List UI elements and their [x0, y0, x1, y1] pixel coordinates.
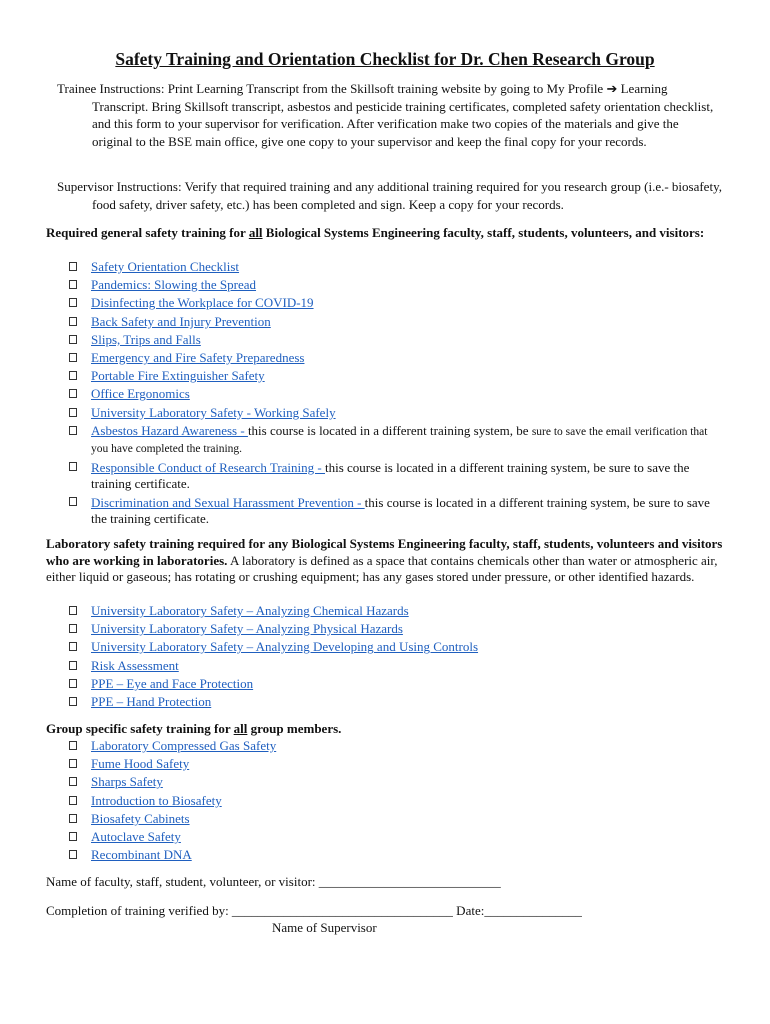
list-item	[67, 792, 727, 810]
verification-field-line[interactable]: Completion of training verified by: __________________________________ Date:_______________	[46, 903, 582, 918]
name-field-line[interactable]: Name of faculty, staff, student, volunteer, or visitor: ____________________________	[46, 874, 501, 889]
list-item	[67, 675, 727, 693]
checkbox[interactable]	[69, 389, 77, 398]
section2-intro	[46, 536, 726, 586]
section1-heading-text-a: Required general safety training for	[46, 225, 249, 240]
checkbox[interactable]	[69, 462, 77, 471]
course-link[interactable]: Laboratory Compressed Gas Safety	[91, 738, 277, 753]
course-link[interactable]: Autoclave Safety	[91, 829, 181, 845]
checkbox[interactable]	[69, 832, 77, 841]
checkbox[interactable]	[69, 624, 77, 633]
checkbox[interactable]	[69, 497, 77, 506]
checkbox[interactable]	[69, 408, 77, 417]
course-link[interactable]: Biosafety Cabinets	[91, 810, 190, 826]
list-item	[67, 620, 727, 638]
list-item	[67, 693, 727, 711]
checkbox[interactable]	[69, 371, 77, 380]
course-note: this course is located in a different training system, be sure to save the training certificate.	[91, 494, 710, 527]
list-item	[67, 276, 727, 294]
list-item	[67, 349, 727, 367]
list-item	[67, 313, 727, 331]
course-link[interactable]: Introduction to Biosafety	[91, 792, 222, 808]
course-link[interactable]: University Laboratory Safety – Analyzing Developing and Using Controls	[91, 639, 479, 655]
course-link[interactable]: Disinfecting the Workplace for COVID-19	[91, 295, 314, 311]
list-item	[67, 602, 727, 620]
arrow-icon: ➔	[606, 81, 618, 96]
course-link[interactable]: Recombinant DNA	[91, 847, 192, 863]
section3-list	[67, 737, 727, 864]
trainee-label: Trainee Instructions:	[57, 81, 165, 96]
course-link[interactable]: University Laboratory Safety – Analyzing Chemical Hazards	[91, 603, 409, 618]
section2-list	[67, 602, 727, 711]
course-link[interactable]: Pandemics: Slowing the Spread	[91, 277, 257, 293]
section1-list	[67, 258, 727, 528]
section2-heading: Laboratory safety training required for any Biological Systems Engineering faculty, staff, students, volunteers and visitors who are working in laboratories.	[46, 536, 723, 568]
checkbox[interactable]	[69, 298, 77, 307]
list-item	[67, 657, 727, 675]
checkbox[interactable]	[69, 262, 77, 271]
checkbox[interactable]	[69, 642, 77, 651]
list-item	[67, 367, 727, 385]
checkbox[interactable]	[69, 679, 77, 688]
course-link[interactable]: Sharps Safety	[91, 774, 163, 790]
trainee-text-a: Print Learning Transcript from the Skillsoft training website by going to My Profile	[167, 81, 604, 96]
section1-heading	[46, 224, 726, 242]
checkbox[interactable]	[69, 777, 77, 786]
list-item	[67, 493, 727, 528]
course-note: this course is located in a different training system, be	[247, 422, 532, 438]
list-item	[67, 828, 727, 846]
list-item	[67, 385, 727, 403]
course-link[interactable]: PPE – Eye and Face Protection	[91, 675, 254, 691]
section2-text: A laboratory is defined as a space that contains chemicals other than water or atmospheric air, either liquid or gaseous; has rotating or crushing equipment; has any gases stored under pressure, or other identified hazards.	[46, 552, 718, 584]
course-link[interactable]: Safety Orientation Checklist	[91, 259, 240, 274]
supervisor-label: Supervisor Instructions:	[57, 179, 182, 194]
course-link[interactable]: University Laboratory Safety - Working Safely	[91, 404, 336, 420]
course-link[interactable]: PPE – Hand Protection	[91, 694, 212, 710]
checkbox[interactable]	[69, 796, 77, 805]
course-link[interactable]: Slips, Trips and Falls	[91, 331, 201, 347]
checkbox[interactable]	[69, 353, 77, 362]
checkbox[interactable]	[69, 317, 77, 326]
supervisor-instructions	[57, 178, 727, 213]
page-title: Safety Training and Orientation Checklist for Dr. Chen Research Group	[115, 49, 655, 69]
list-item	[67, 773, 727, 791]
list-item	[67, 846, 727, 864]
section1-heading-emphasis: all	[248, 225, 263, 240]
checkbox[interactable]	[69, 661, 77, 670]
course-link[interactable]: Office Ergonomics	[91, 386, 190, 402]
course-link[interactable]: Risk Assessment	[91, 657, 179, 673]
list-item	[67, 422, 727, 458]
checkbox[interactable]	[69, 741, 77, 750]
list-item	[67, 404, 727, 422]
checkbox[interactable]	[69, 759, 77, 768]
course-link[interactable]: Emergency and Fire Safety Preparedness	[91, 350, 305, 366]
list-item	[67, 294, 727, 312]
checkbox[interactable]	[69, 280, 77, 289]
supervisor-caption: Name of Supervisor	[272, 920, 377, 935]
course-link[interactable]: Asbestos Hazard Awareness -	[91, 422, 248, 438]
course-link[interactable]: Back Safety and Injury Prevention	[91, 313, 271, 329]
checkbox[interactable]	[69, 335, 77, 344]
checkbox[interactable]	[69, 850, 77, 859]
section3-heading-text-a: Group specific safety training for	[46, 721, 234, 736]
checkbox[interactable]	[69, 697, 77, 706]
course-link[interactable]: Discrimination and Sexual Harassment Prevention -	[91, 494, 365, 510]
list-item	[67, 638, 727, 656]
checkbox[interactable]	[69, 426, 77, 435]
list-item	[67, 458, 727, 493]
supervisor-text: Verify that required training and any additional training required for you research group (i.e.- biosafety, food safety, driver safety, etc.) has been completed and sign. Keep a copy for your records.	[92, 179, 722, 212]
course-note-small: sure to save the email verification that you have completed the training.	[91, 425, 708, 456]
course-link[interactable]: Fume Hood Safety	[91, 756, 190, 772]
list-item	[67, 331, 727, 349]
section3-heading-text-c: group members.	[247, 721, 342, 736]
list-item	[67, 755, 727, 773]
checkbox[interactable]	[69, 606, 77, 615]
section3-heading	[46, 720, 726, 738]
course-link[interactable]: University Laboratory Safety – Analyzing Physical Hazards	[91, 621, 403, 637]
list-item	[67, 258, 727, 276]
course-link[interactable]: Portable Fire Extinguisher Safety	[91, 368, 265, 384]
list-item	[67, 737, 727, 755]
course-link[interactable]: Responsible Conduct of Research Training -	[91, 459, 325, 475]
course-note: this course is located in a different training system, be sure to save the training certificate.	[91, 459, 690, 492]
section1-heading-text-c: Biological Systems Engineering faculty, staff, students, volunteers, and visitors:	[262, 225, 705, 240]
checkbox[interactable]	[69, 814, 77, 823]
section3-heading-emphasis: all	[233, 721, 248, 736]
trainee-text-b: Learning Transcript. Bring Skillsoft transcript, asbestos and pesticide training certificates, completed safety orientation checklist, and this form to your supervisor for verification. After verification make two copies of the materials and give the original to the BSE main office, give one copy to your supervisor and keep the final copy for your records.	[92, 81, 714, 149]
list-item	[67, 810, 727, 828]
trainee-instructions	[57, 80, 717, 150]
